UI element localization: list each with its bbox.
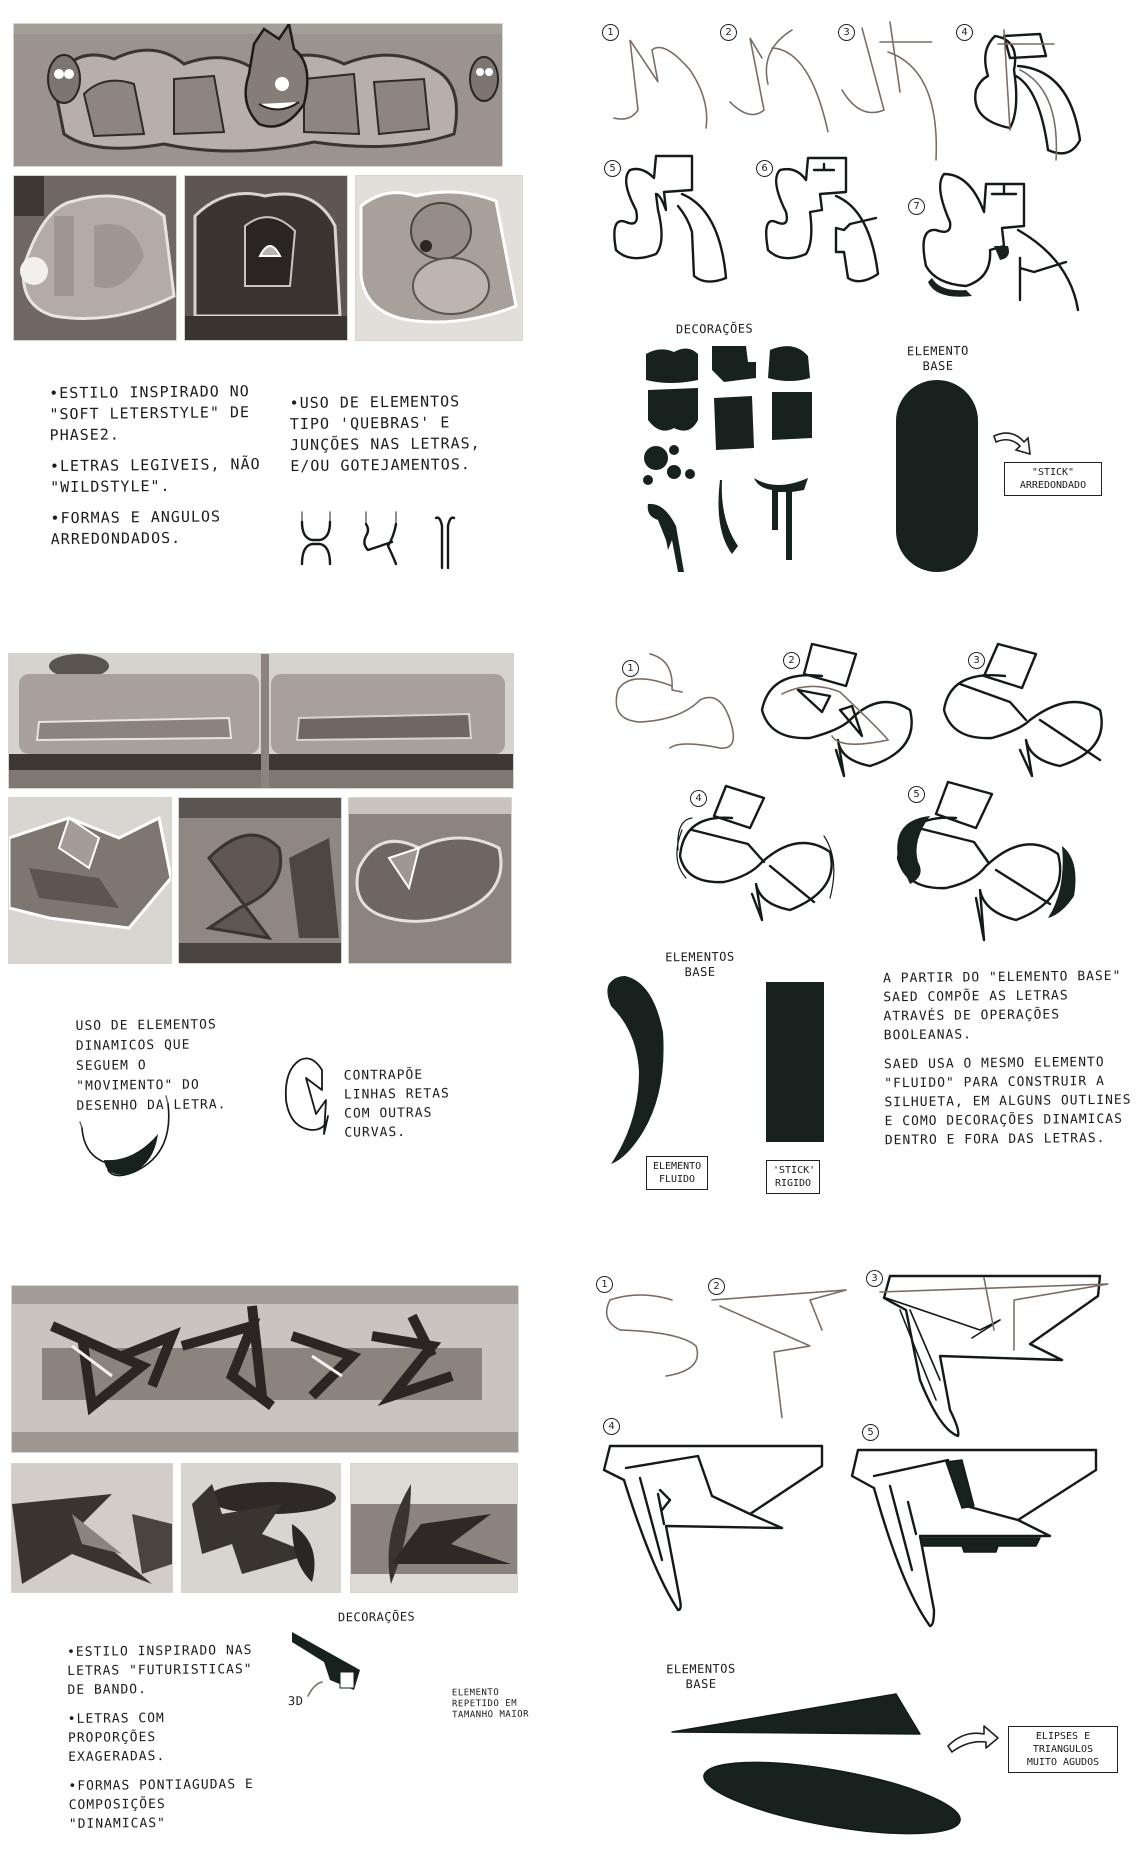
- train-image: [9, 654, 513, 788]
- contrast-curve-sketch: [282, 1050, 342, 1140]
- letter-sketch-steps-1-4: [600, 10, 1140, 170]
- dynamic-curve-sketch: [74, 1094, 174, 1184]
- graffiti-detail-image: [14, 176, 176, 340]
- decor-drip: [648, 504, 684, 572]
- notes-contrast: CONTRAPÕE LINHAS RETAS COM OUTRAS CURVAS.: [343, 1067, 450, 1141]
- step-number: 4: [956, 24, 973, 41]
- notes-dynamic-elements: USO DE ELEMENTOS DINAMICOS QUE SEGUEM O "MOVIMENTO" DO DESENHO DA LETRA.: [75, 1017, 227, 1114]
- arrow-icon: [944, 1722, 1000, 1754]
- arrow-icon: [992, 428, 1036, 462]
- note-item: •USO DE ELEMENTOS TIPO 'QUEBRAS' E JUNÇÕES NAS LETRAS, E/OU GOTEJAMENTOS.: [289, 392, 481, 476]
- photo-wall-wide: [12, 1286, 518, 1452]
- base-element-stick: [896, 380, 978, 572]
- photo-detail-3: [349, 798, 511, 963]
- step-number: 5: [862, 1424, 879, 1441]
- step-number: 7: [908, 198, 925, 215]
- base-callout-stick: 'STICK' RIGIDO: [766, 1160, 820, 1194]
- step-number: 3: [838, 24, 855, 41]
- decor-drop: [644, 446, 668, 470]
- decor-shape: [646, 348, 698, 383]
- base-elements-label: ELEMENTOS BASE: [666, 1661, 736, 1692]
- note-item: A PARTIR DO "ELEMENTO BASE" SAED COMPÕE AS LETRAS ATRAVÉS DE OPERAÇÕES BOOLEANAS.: [883, 968, 1122, 1044]
- photo-detail-3: [351, 1464, 517, 1592]
- note-item: •FORMAS E ANGULOS ARREDONDADOS.: [50, 507, 222, 549]
- step-number: 1: [602, 24, 619, 41]
- photo-detail-2: [179, 798, 341, 963]
- note-item: •LETRAS LEGIVEIS, NÃO "WILDSTYLE".: [49, 454, 261, 497]
- graffiti-detail-image: [12, 1464, 172, 1592]
- decor-shape: [712, 346, 756, 382]
- decor-3d-label: 3D: [287, 1693, 304, 1709]
- photo-mural-wide: [14, 24, 502, 166]
- step-number: 5: [604, 160, 621, 177]
- photo-train-cars: [9, 654, 513, 788]
- decor-shape: [648, 388, 698, 431]
- wall-image: [12, 1286, 518, 1452]
- base-elements-label: ELEMENTOS BASE: [665, 949, 735, 980]
- photo-detail-1: [12, 1464, 172, 1592]
- step-number: 1: [596, 1276, 613, 1293]
- decor-drip: [719, 480, 739, 554]
- decorations-label: DECORAÇÕES: [675, 321, 754, 337]
- photo-detail-1: [9, 798, 171, 963]
- base-callout: "STICK" ARREDONDADO: [1004, 462, 1102, 496]
- notes-futuristic: [67, 1641, 259, 1844]
- note-item: •ESTILO INSPIRADO NAS LETRAS "FUTURISTICAS" DE BANDO.: [66, 1643, 253, 1698]
- base-element-rigid-stick: [766, 982, 824, 1142]
- step-number: 6: [756, 160, 773, 177]
- base-callout-fluid: ELEMENTO FLUIDO: [646, 1156, 708, 1190]
- notes-soft-letterstyle: [49, 381, 281, 560]
- decor-repeat-label: ELEMENTO REPETIDO EM TAMANHO MAIOR: [451, 1687, 530, 1721]
- decor-shape: [714, 396, 754, 450]
- graffiti-detail-image: [349, 798, 511, 963]
- decorations-label: DECORAÇÕES: [337, 1609, 416, 1625]
- decor-drop: [669, 445, 679, 455]
- note-item: •FORMAS PONTIAGUDAS E COMPOSIÇÕES "DINAMICAS": [68, 1777, 254, 1832]
- step-number: 2: [783, 652, 800, 669]
- photo-detail-2: [185, 176, 347, 340]
- decorations-shapes: [640, 340, 830, 580]
- step-number: 2: [720, 24, 737, 41]
- notes-booleans: [883, 967, 1135, 1161]
- graffiti-detail-image: [182, 1464, 340, 1592]
- decor-drip: [754, 478, 808, 560]
- notes-joins: [290, 391, 501, 487]
- letter-sketch-infinity-steps: [600, 640, 1140, 940]
- graffiti-detail-image: [185, 176, 347, 340]
- note-item: •ESTILO INSPIRADO NO "SOFT LETERSTYLE" DE PHASE2.: [49, 382, 251, 445]
- graffiti-detail-image: [179, 798, 341, 963]
- base-element-fluid: [603, 972, 671, 1168]
- note-item: •LETRAS COM PROPORÇÕES EXAGERADAS.: [67, 1710, 166, 1765]
- step-number: 4: [603, 1418, 620, 1435]
- photo-detail-1: [14, 176, 176, 340]
- base-element-triangle: [672, 1694, 922, 1854]
- step-number: 3: [968, 652, 985, 669]
- base-callout: ELIPSES E TRIANGULOS MUITO AGUDOS: [1008, 1726, 1118, 1773]
- decor-drop: [667, 465, 681, 479]
- mural-image: [14, 24, 502, 166]
- step-number: 5: [908, 786, 925, 803]
- letter-sketch-sharp-steps: [600, 1270, 1140, 1640]
- decor-shape: [772, 392, 812, 440]
- letter-sketch-steps-5-7: [600, 150, 1140, 300]
- decor-drop: [685, 469, 695, 479]
- base-element-label: ELEMENTO BASE: [906, 343, 969, 374]
- decorations-sharp-shapes: [284, 1630, 544, 1830]
- joins-sketch: [296, 512, 466, 572]
- note-item: SAED USA O MESMO ELEMENTO "FLUIDO" PARA CONSTRUIR A SILHUETA, EM ALGUNS OUTLINES E COMO DECORAÇÕES DINAMICAS DENTRO E FORA DAS LETRAS.: [883, 1054, 1132, 1149]
- graffiti-detail-image: [9, 798, 171, 963]
- decor-shape: [768, 346, 810, 381]
- decor-drop: [643, 475, 653, 485]
- step-number: 2: [708, 1278, 725, 1295]
- photo-detail-2: [182, 1464, 340, 1592]
- step-number: 3: [866, 1270, 883, 1287]
- step-number: 1: [622, 660, 639, 677]
- photo-detail-3: [356, 176, 522, 340]
- graffiti-detail-image: [356, 176, 522, 340]
- step-number: 4: [690, 790, 707, 807]
- graffiti-detail-image: [351, 1464, 517, 1592]
